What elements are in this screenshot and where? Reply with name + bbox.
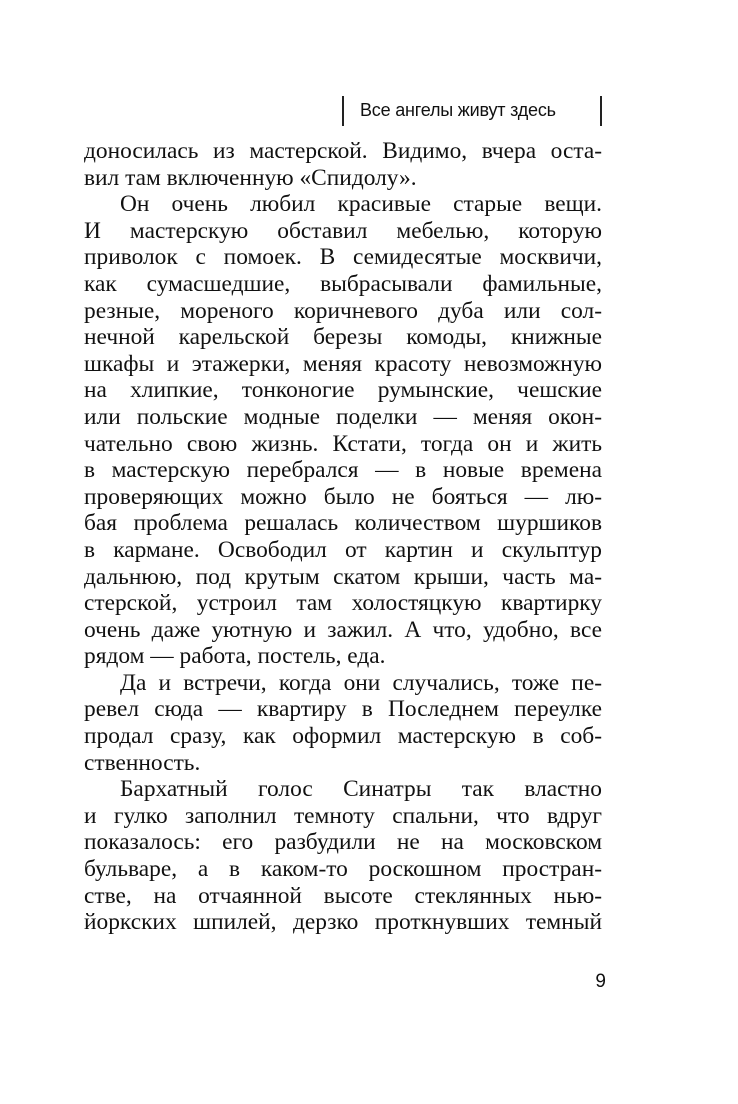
- text-line: на хлипкие, тонконогие румынские, чешские: [84, 377, 602, 404]
- text-line: и гулко заполнил темноту спальни, что вдруг: [84, 802, 602, 829]
- text-line: шкафы и этажерки, меняя красоту невозможную: [84, 350, 602, 377]
- text-line: нечной карельской березы комоды, книжные: [84, 324, 602, 351]
- header-rule-right: [600, 96, 602, 126]
- text-line: вил там включенную «Спидолу».: [84, 164, 417, 191]
- text-line: приволок с помоек. В семидесятые москвичи,: [84, 244, 602, 271]
- text-line: проверяющих можно было не бояться — лю-: [84, 483, 602, 510]
- text-line: показалось: его разбудили не на московском: [84, 829, 602, 856]
- running-header: [330, 96, 610, 126]
- paragraph: [84, 776, 602, 936]
- text-line: йоркских шпилей, дерзко проткнувших темный: [84, 909, 602, 936]
- text-line: очень даже уютную и зажил. А что, удобно, все: [84, 616, 602, 643]
- text-line: бульваре, а в каком-то роскошном простран-: [84, 856, 602, 883]
- paragraph: [84, 670, 602, 776]
- text-line: ревел сюда — квартиру в Последнем переулке: [84, 696, 602, 723]
- header-title: Все ангелы живут здесь: [360, 100, 556, 120]
- body-text: [84, 138, 602, 936]
- header-rule-left: [342, 96, 344, 126]
- text-line: Бархатный голос Синатры так властно: [120, 776, 602, 803]
- text-line: дальнюю, под крутым скатом крыши, часть ма-: [84, 563, 602, 590]
- text-line: ственность.: [84, 749, 201, 776]
- text-line: стве, на отчаянной высоте стеклянных нью-: [84, 882, 602, 909]
- text-line: или польские модные поделки — меняя окон-: [84, 403, 602, 430]
- paragraph: [84, 138, 602, 191]
- text-line: И мастерскую обставил мебелью, которую: [84, 217, 602, 244]
- text-line: Он очень любил красивые старые вещи.: [120, 191, 602, 218]
- text-line: чательно свою жизнь. Кстати, тогда он и жить: [84, 430, 602, 457]
- page-number: 9: [595, 971, 606, 992]
- text-line: доносилась из мастерской. Видимо, вчера оста-: [84, 138, 602, 164]
- text-line: как сумасшедшие, выбрасывали фамильные,: [84, 270, 602, 297]
- paragraph: [84, 191, 602, 670]
- text-line: в мастерскую перебрался — в новые времена: [84, 457, 602, 484]
- text-line: продал сразу, как оформил мастерскую в соб-: [84, 723, 602, 750]
- text-line: стерской, устроил там холостяцкую квартирку: [84, 590, 602, 617]
- text-line: рядом — работа, постель, еда.: [84, 643, 386, 670]
- text-line: бая проблема решалась количеством шуршиков: [84, 510, 602, 537]
- text-line: в кармане. Освободил от картин и скульптур: [84, 536, 602, 563]
- text-line: резные, мореного коричневого дуба или сол-: [84, 297, 602, 324]
- text-line: Да и встречи, когда они случались, тоже пе-: [120, 669, 602, 696]
